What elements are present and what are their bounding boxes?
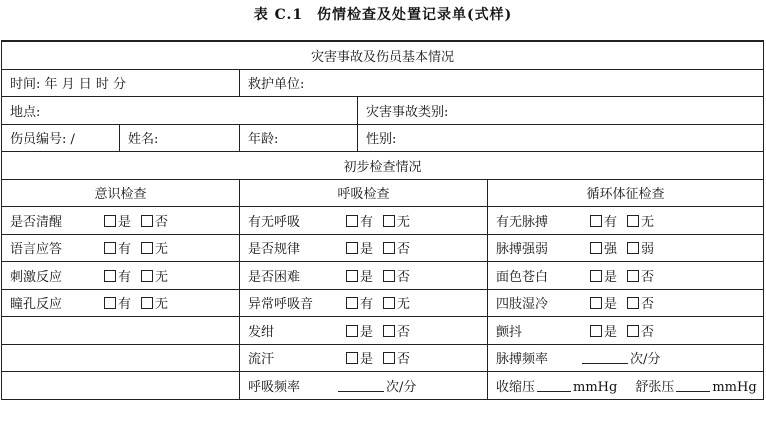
- breathing-item-label: 异常呼吸音: [248, 297, 314, 313]
- checkbox[interactable]: [590, 270, 602, 282]
- consciousness-cell: [2, 344, 240, 372]
- consciousness-item-option[interactable]: [104, 266, 131, 285]
- checkbox[interactable]: [141, 270, 153, 282]
- breathing-item-option[interactable]: [383, 266, 410, 285]
- consciousness-cell: [2, 372, 240, 400]
- option-label: 是: [604, 269, 618, 285]
- option-label: 无: [641, 214, 655, 230]
- casualty-id-field[interactable]: 伤员编号: /: [2, 124, 120, 152]
- option-label: 是: [360, 324, 374, 340]
- pulse-rate-label: 脉搏频率: [496, 352, 549, 368]
- breathing-cell: [240, 234, 488, 262]
- consciousness-item-label: 是否清醒: [10, 214, 63, 230]
- breathing-item-option[interactable]: [383, 238, 410, 257]
- consciousness-cell: [2, 262, 240, 290]
- checkbox[interactable]: [383, 325, 395, 337]
- consciousness-cell: [2, 234, 240, 262]
- breathing-item-option[interactable]: [383, 321, 410, 340]
- systolic-unit: mmHg: [573, 379, 618, 395]
- checkbox[interactable]: [346, 270, 358, 282]
- checkbox[interactable]: [346, 325, 358, 337]
- breathing-cell: [240, 317, 488, 345]
- consciousness-header: 意识检查: [2, 179, 240, 207]
- table-title: 伤情检查及处置记录单(式样): [317, 7, 513, 23]
- checkbox[interactable]: [346, 242, 358, 254]
- circulation-item-label: 面色苍白: [496, 269, 549, 285]
- option-label: 有: [360, 297, 374, 313]
- option-label: 是: [118, 214, 132, 230]
- checkbox[interactable]: [383, 352, 395, 364]
- breathing-cell: [240, 372, 488, 400]
- check-row: [2, 262, 764, 290]
- option-label: 无: [155, 242, 169, 258]
- circulation-item-option[interactable]: [627, 266, 654, 285]
- breathing-item-option[interactable]: [383, 293, 410, 312]
- breathing-item-label: 发绀: [248, 324, 275, 340]
- breathing-item-option[interactable]: [346, 266, 373, 285]
- breathing-item-option[interactable]: [346, 348, 373, 367]
- breathing-item-label: 是否困难: [248, 269, 301, 285]
- checkbox[interactable]: [590, 215, 602, 227]
- breathing-item-label: 有无呼吸: [248, 214, 301, 230]
- checkbox[interactable]: [346, 352, 358, 364]
- record-table: [1, 40, 764, 400]
- circulation-item-option[interactable]: [627, 293, 654, 312]
- option-label: 强: [604, 242, 618, 258]
- breathing-item-option[interactable]: [383, 348, 410, 367]
- consciousness-item-option[interactable]: [104, 211, 131, 230]
- form-title: [0, 4, 766, 24]
- consciousness-item-label: 刺激反应: [10, 269, 63, 285]
- checkbox[interactable]: [627, 242, 639, 254]
- breathing-cell: [240, 262, 488, 290]
- circulation-cell: [488, 262, 764, 290]
- table-number: 表 C.1: [253, 7, 304, 23]
- option-label: 是: [604, 297, 618, 313]
- breathing-item-label: 流汗: [248, 352, 275, 368]
- consciousness-item-label: 瞳孔反应: [10, 297, 63, 313]
- option-label: 有: [118, 242, 132, 258]
- circulation-item-label: 颤抖: [496, 324, 523, 340]
- circulation-item-option[interactable]: [590, 293, 617, 312]
- circulation-item-label: 有无脉搏: [496, 214, 549, 230]
- checkbox[interactable]: [627, 270, 639, 282]
- checkbox[interactable]: [627, 215, 639, 227]
- diastolic-unit: mmHg: [712, 379, 757, 395]
- circulation-cell: [488, 207, 764, 235]
- disaster-type-field[interactable]: 灾害事故类别:: [358, 97, 764, 125]
- checkbox[interactable]: [346, 297, 358, 309]
- option-label: 否: [641, 269, 655, 285]
- circulation-cell: [488, 317, 764, 345]
- breathing-item-option[interactable]: [383, 211, 410, 230]
- option-label: 有: [604, 214, 618, 230]
- circulation-item-option[interactable]: [590, 266, 617, 285]
- circulation-item-option[interactable]: [627, 211, 654, 230]
- checkbox[interactable]: [383, 242, 395, 254]
- checkbox[interactable]: [104, 270, 116, 282]
- circulation-cell: [488, 234, 764, 262]
- option-label: 是: [360, 242, 374, 258]
- option-label: 否: [397, 352, 411, 368]
- option-label: 是: [604, 324, 618, 340]
- consciousness-item-option[interactable]: [141, 266, 168, 285]
- checkbox[interactable]: [141, 297, 153, 309]
- consciousness-item-label: 语言应答: [10, 242, 63, 258]
- circulation-item-option[interactable]: [590, 321, 617, 340]
- breathing-header: 呼吸检查: [240, 179, 488, 207]
- checkbox[interactable]: [104, 215, 116, 227]
- checkbox[interactable]: [383, 297, 395, 309]
- circulation-item-label: 四肢湿冷: [496, 297, 549, 313]
- circulation-cell: [488, 372, 764, 400]
- diastolic-label: 舒张压: [635, 379, 675, 395]
- section-basic-header: 灾害事故及伤员基本情况: [2, 41, 764, 69]
- consciousness-cell: [2, 317, 240, 345]
- checkbox[interactable]: [141, 242, 153, 254]
- option-label: 无: [397, 214, 411, 230]
- breathing-item-label: 是否规律: [248, 242, 301, 258]
- consciousness-item-option[interactable]: [141, 238, 168, 257]
- location-field[interactable]: 地点:: [2, 97, 358, 125]
- option-label: 否: [155, 214, 169, 230]
- age-field[interactable]: 年龄:: [240, 124, 358, 152]
- option-label: 否: [397, 269, 411, 285]
- sex-field[interactable]: 性别:: [358, 124, 764, 152]
- checkbox[interactable]: [383, 270, 395, 282]
- circulation-item-option[interactable]: [627, 238, 654, 257]
- breath-rate-label: 呼吸频率: [248, 379, 301, 395]
- systolic-blank[interactable]: [537, 380, 571, 392]
- diastolic-blank[interactable]: [676, 380, 710, 392]
- circulation-cell: [488, 289, 764, 317]
- option-label: 有: [118, 297, 132, 313]
- option-label: 弱: [641, 242, 655, 258]
- option-label: 无: [155, 269, 169, 285]
- checkbox[interactable]: [590, 297, 602, 309]
- name-field[interactable]: 姓名:: [120, 124, 240, 152]
- breath-rate-blank[interactable]: [338, 380, 384, 392]
- section-initial-header: 初步检查情况: [2, 152, 764, 180]
- pulse-rate-unit: 次/分: [630, 352, 661, 368]
- breath-rate-unit: 次/分: [386, 379, 417, 395]
- checkbox[interactable]: [104, 297, 116, 309]
- option-label: 是: [360, 352, 374, 368]
- breathing-item-option[interactable]: [346, 321, 373, 340]
- option-label: 否: [397, 242, 411, 258]
- option-label: 无: [155, 297, 169, 313]
- time-field[interactable]: 时间: 年 月 日 时 分: [2, 69, 240, 97]
- check-row: [2, 344, 764, 372]
- circulation-cell: [488, 344, 764, 372]
- checkbox[interactable]: [590, 242, 602, 254]
- check-row: [2, 372, 764, 400]
- checkbox[interactable]: [383, 215, 395, 227]
- checkbox[interactable]: [104, 242, 116, 254]
- option-label: 无: [397, 297, 411, 313]
- circulation-header: 循环体征检查: [488, 179, 764, 207]
- rescue-unit-field[interactable]: 救护单位:: [240, 69, 764, 97]
- option-label: 有: [360, 214, 374, 230]
- check-row: [2, 234, 764, 262]
- checkbox[interactable]: [627, 325, 639, 337]
- check-row: [2, 317, 764, 345]
- option-label: 否: [397, 324, 411, 340]
- checkbox[interactable]: [590, 325, 602, 337]
- pulse-rate-blank[interactable]: [582, 352, 628, 364]
- consciousness-item-option[interactable]: [141, 211, 168, 230]
- consciousness-cell: [2, 289, 240, 317]
- option-label: 否: [641, 297, 655, 313]
- breathing-item-option[interactable]: [346, 238, 373, 257]
- circulation-item-option[interactable]: [627, 321, 654, 340]
- circulation-item-option[interactable]: [590, 238, 617, 257]
- consciousness-item-option[interactable]: [141, 293, 168, 312]
- checkbox[interactable]: [627, 297, 639, 309]
- breathing-item-option[interactable]: [346, 293, 373, 312]
- circulation-item-label: 脉搏强弱: [496, 242, 549, 258]
- injury-record-form: [1, 40, 763, 426]
- consciousness-cell: [2, 207, 240, 235]
- checkbox[interactable]: [346, 215, 358, 227]
- checkbox[interactable]: [141, 215, 153, 227]
- check-row: [2, 289, 764, 317]
- breathing-cell: [240, 289, 488, 317]
- breathing-cell: [240, 344, 488, 372]
- breathing-item-option[interactable]: [346, 211, 373, 230]
- option-label: 是: [360, 269, 374, 285]
- breathing-cell: [240, 207, 488, 235]
- option-label: 有: [118, 269, 132, 285]
- systolic-label: 收缩压: [496, 379, 536, 395]
- check-row: [2, 207, 764, 235]
- consciousness-item-option[interactable]: [104, 238, 131, 257]
- option-label: 否: [641, 324, 655, 340]
- consciousness-item-option[interactable]: [104, 293, 131, 312]
- circulation-item-option[interactable]: [590, 211, 617, 230]
